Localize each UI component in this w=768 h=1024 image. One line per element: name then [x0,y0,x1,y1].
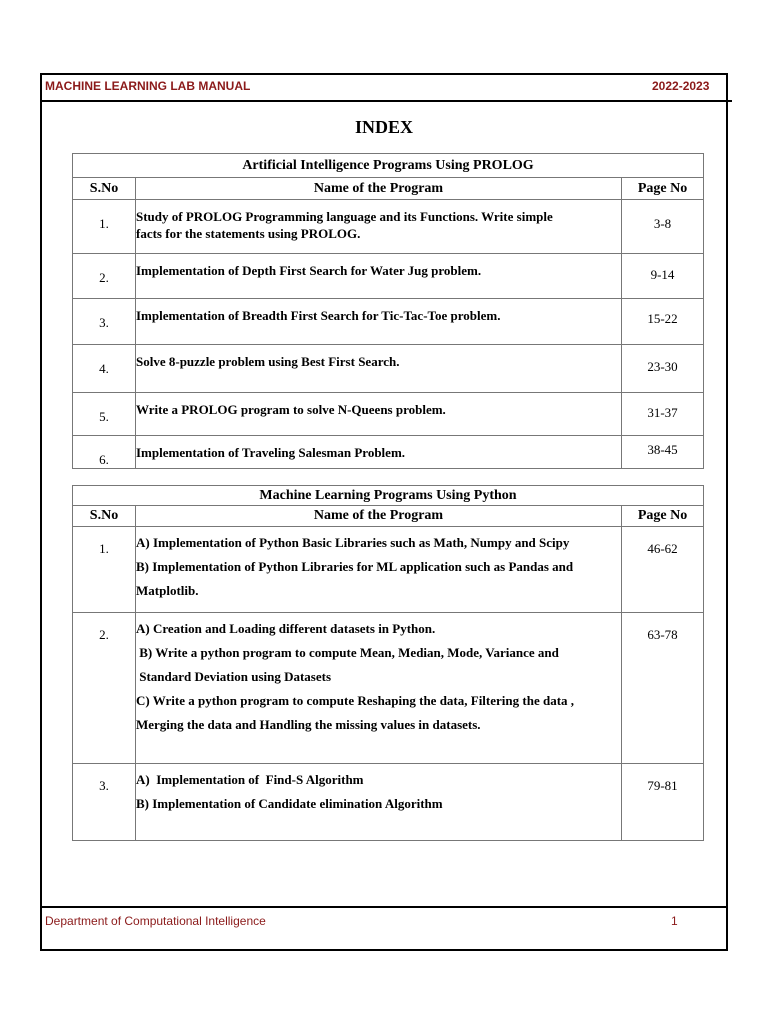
program-name-line: A) Implementation of Find-S Algorithm [136,772,364,787]
serial-number: 3. [73,764,136,841]
serial-number: 1. [73,527,136,613]
serial-number: 2. [73,613,136,764]
table-row [73,527,704,613]
program-name [136,393,622,436]
page-range: 9-14 [622,254,704,299]
table-row [73,254,704,299]
program-name-line: Study of PROLOG Programming language and its Functions. Write simple [136,209,553,224]
column-header-page: Page No [622,506,704,527]
table-row [73,345,704,393]
table-row [73,200,704,254]
program-name [136,764,622,841]
program-name-line: Implementation of Traveling Salesman Problem. [136,445,406,460]
program-name [136,345,622,393]
program-name-line: Implementation of Breadth First Search for Tic-Tac-Toe problem. [136,308,501,323]
header-year: 2022-2023 [652,79,710,93]
program-name-line: B) Implementation of Python Libraries for ML application such as Pandas and [136,559,574,574]
page-range: 15-22 [622,299,704,345]
page-range: 79-81 [622,764,704,841]
program-name-line: Write a PROLOG program to solve N-Queens problem. [136,402,446,417]
serial-number: 5. [73,393,136,436]
table-row [73,613,704,764]
program-name [136,613,622,764]
python-programs-table [72,485,704,841]
page-range: 3-8 [622,200,704,254]
footer-department: Department of Computational Intelligence [45,914,266,928]
serial-number: 4. [73,345,136,393]
program-name [136,436,622,469]
prolog-programs-table [72,153,704,469]
header-divider [40,100,732,102]
serial-number: 2. [73,254,136,299]
table-row [73,764,704,841]
program-name-line: A) Creation and Loading different datasets in Python. [136,621,436,636]
footer-divider [40,906,728,908]
program-name-line: A) Implementation of Python Basic Libraries such as Math, Numpy and Scipy [136,535,570,550]
section-title: Machine Learning Programs Using Python [73,486,704,506]
column-header-sno: S.No [73,506,136,527]
page-range: 38-45 [622,436,704,469]
program-name-line: Matplotlib. [136,583,199,598]
program-name [136,254,622,299]
table-row [73,436,704,469]
column-header-name: Name of the Program [136,506,622,527]
page-range: 23-30 [622,345,704,393]
column-header-page: Page No [622,178,704,200]
serial-number: 3. [73,299,136,345]
program-name-line: B) Write a python program to compute Mean, Median, Mode, Variance and [136,645,559,660]
header-title: MACHINE LEARNING LAB MANUAL [45,79,251,93]
serial-number: 6. [73,436,136,469]
program-name-line: Merging the data and Handling the missing values in datasets. [136,717,481,732]
program-name-line: facts for the statements using PROLOG. [136,226,361,241]
table-row [73,393,704,436]
column-header-name: Name of the Program [136,178,622,200]
program-name [136,200,622,254]
page-range: 63-78 [622,613,704,764]
serial-number: 1. [73,200,136,254]
column-header-sno: S.No [73,178,136,200]
program-name-line: B) Implementation of Candidate elimination Algorithm [136,796,443,811]
program-name-line: Implementation of Depth First Search for Water Jug problem. [136,263,482,278]
table-row [73,299,704,345]
program-name-line: C) Write a python program to compute Reshaping the data, Filtering the data , [136,693,575,708]
page-number: 1 [671,914,678,928]
page-range: 46-62 [622,527,704,613]
section-title: Artificial Intelligence Programs Using PROLOG [73,154,704,178]
page-title: INDEX [354,117,413,137]
program-name [136,299,622,345]
page-range: 31-37 [622,393,704,436]
program-name-line: Solve 8-puzzle problem using Best First Search. [136,354,400,369]
program-name-line: Standard Deviation using Datasets [136,669,332,684]
program-name [136,527,622,613]
